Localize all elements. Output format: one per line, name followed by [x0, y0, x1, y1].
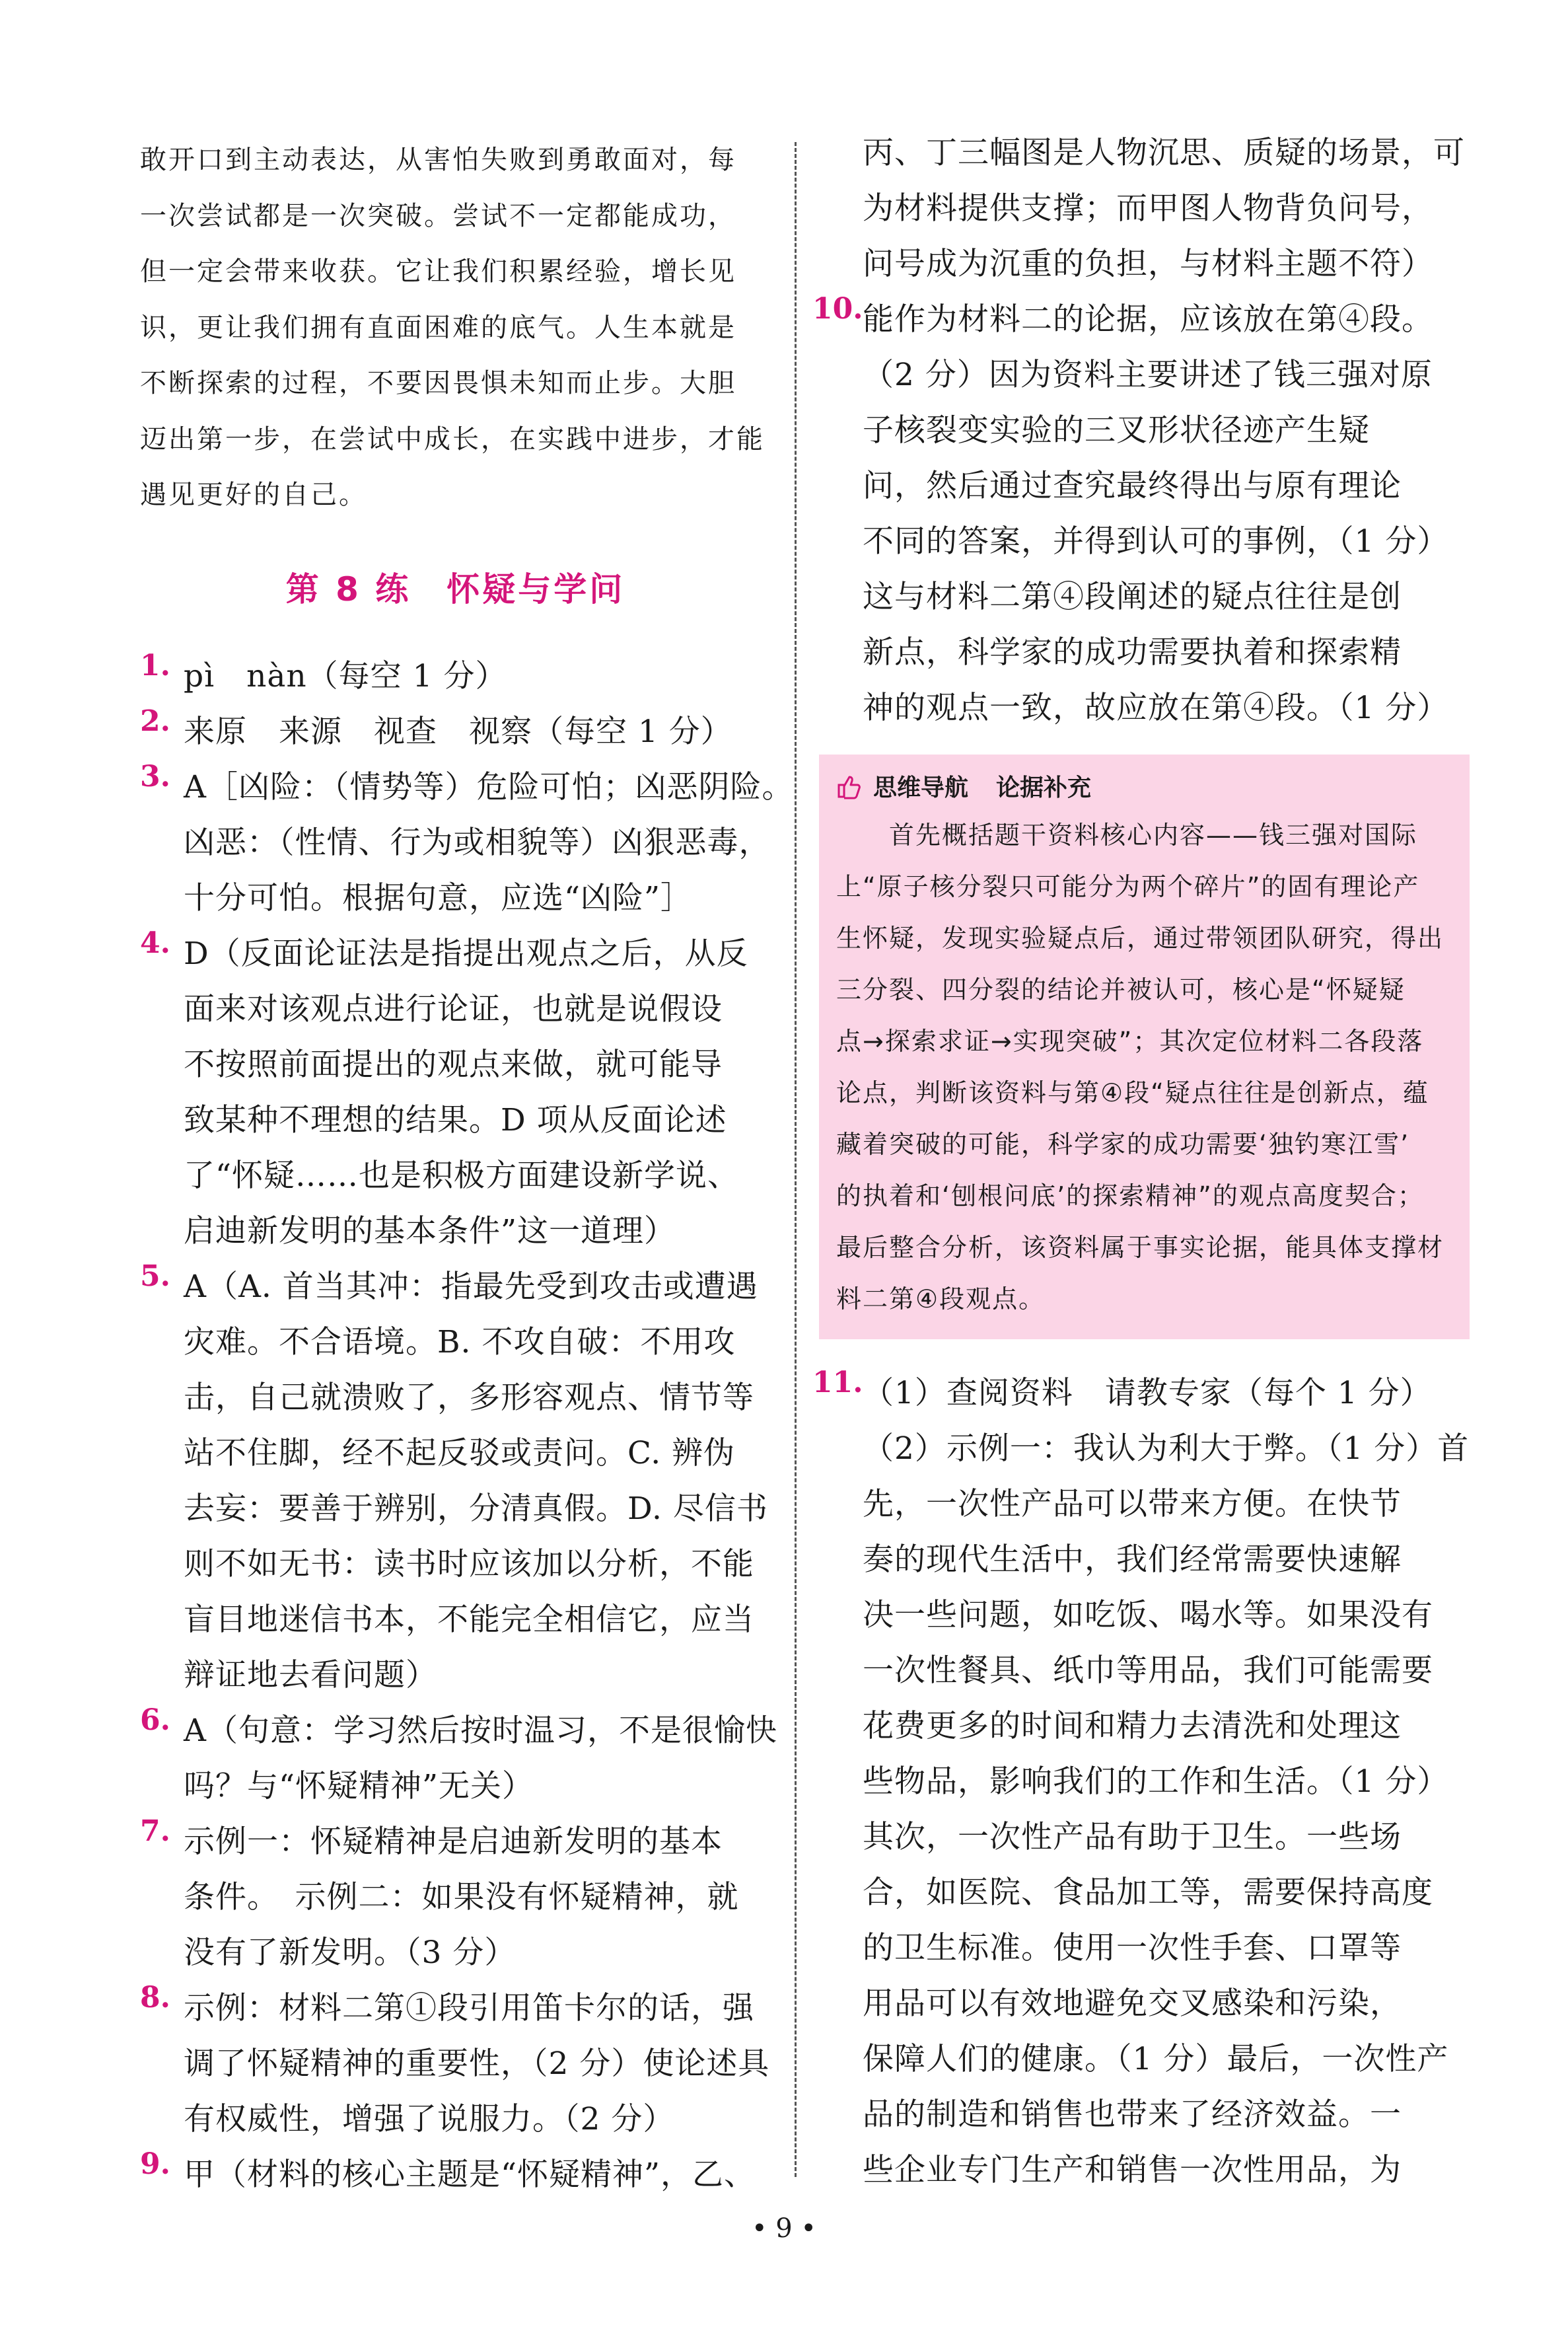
- text-line: 调了怀疑精神的重要性，（2 分）使论述具: [184, 2045, 770, 2082]
- text-line: 其次，一次性产品有助于卫生。一些场: [863, 1819, 1402, 1855]
- text-line: 盲目地迷信书本，不能完全相信它，应当: [184, 1601, 754, 1638]
- answer-item-9: [140, 2147, 771, 2203]
- text-line: 灾难。不合语境。B. 不攻自破：不用攻: [184, 1323, 736, 1360]
- text-line: 新点，科学家的成功需要执着和探索精: [863, 634, 1402, 671]
- right-column: [812, 126, 1470, 2198]
- text-line: 甲（材料的核心主题是“怀疑精神”，乙、: [184, 2156, 756, 2193]
- tip-topic: 论据补充: [996, 774, 1092, 801]
- text-line: 料二第④段观点。: [836, 1284, 1046, 1313]
- text-line: 问，然后通过查究最终得出与原有理论: [863, 468, 1402, 504]
- text-line: （2 分）因为资料主要讲述了钱三强对原: [863, 357, 1433, 393]
- text-line: 最后整合分析，该资料属于事实论据，能具体支撑材: [836, 1233, 1444, 1262]
- text-line: 去妄：要善于辨别，分清真假。D. 尽信书: [184, 1490, 768, 1527]
- text-line: 三分裂、四分裂的结论并被认可，核心是“怀疑疑: [836, 975, 1406, 1004]
- text-line: 的执着和‘刨根问底’的探索精神”的观点高度契合；: [836, 1181, 1424, 1210]
- text-line: 问号成为沉重的负担，与材料主题不符）: [863, 246, 1433, 282]
- answer-item-8: [140, 1981, 771, 2147]
- text-line: 遇见更好的自己。: [140, 480, 367, 510]
- text-line: 示例一：怀疑精神是启迪新发明的基本: [184, 1823, 723, 1860]
- item-number: 6.: [140, 1703, 170, 1737]
- item-number: 5.: [140, 1259, 170, 1293]
- answer-item-4: [140, 926, 771, 1259]
- text-line: 论点，判断该资料与第④段“疑点往往是创新点，蕴: [836, 1078, 1429, 1107]
- intro-paragraph: [140, 132, 771, 523]
- text-line: 用品可以有效地避免交叉感染和污染，: [863, 1985, 1402, 2022]
- text-line: 奏的现代生活中，我们经常需要快速解: [863, 1541, 1402, 1578]
- text-line: 十分可怕。根据句意，应选“凶险”］: [184, 879, 693, 916]
- text-line: 生怀疑，发现实验疑点后，通过带领团队研究，得出: [836, 924, 1444, 953]
- text-line: （1）查阅资料 请教专家（每个 1 分）: [863, 1375, 1432, 1411]
- text-line: 站不住脚，经不起反驳或责问。C. 辨伪: [184, 1434, 736, 1471]
- text-line: （2）示例一：我认为利大于弊。（1 分）首: [863, 1430, 1470, 1467]
- text-line: 致某种不理想的结果。D 项从反面论述: [184, 1101, 727, 1138]
- text-line: 决一些问题，如吃饭、喝水等。如果没有: [863, 1597, 1433, 1633]
- left-column: [140, 132, 794, 2203]
- text-line: 启迪新发明的基本条件”这一道理）: [184, 1212, 676, 1249]
- answer-item-11: [812, 1366, 1470, 2198]
- text-line: 识，更让我们拥有直面困难的底气。人生本就是: [140, 312, 736, 343]
- item-number: 7.: [140, 1814, 170, 1848]
- answer-item-2: [140, 704, 771, 760]
- text-line: 为材料提供支撑；而甲图人物背负问号，: [863, 190, 1433, 227]
- tip-header: [836, 769, 1452, 803]
- text-line: A［凶险：（情势等）危险可怕；凶恶阴险。: [184, 768, 794, 805]
- text-line: 这与材料二第④段阐述的疑点往往是创: [863, 579, 1402, 615]
- text-line: 但一定会带来收获。它让我们积累经验，增长见: [140, 256, 736, 287]
- text-line: 些企业专门生产和销售一次性用品，为: [863, 2152, 1402, 2188]
- text-line: 有权威性，增强了说服力。（2 分）: [184, 2100, 675, 2137]
- text-line: 点→探索求证→实现突破”；其次定位材料二各段落: [836, 1027, 1424, 1056]
- text-line: 则不如无书：读书时应该加以分析，不能: [184, 1545, 754, 1582]
- answer-item-6: [140, 1703, 777, 1814]
- item-number: 10.: [812, 292, 863, 326]
- text-line: A（A. 首当其冲：指最先受到攻击或遭遇: [184, 1268, 758, 1305]
- text-line: A（句意：学习然后按时温习，不是很愉快: [184, 1712, 777, 1749]
- text-line: 一次性餐具、纸巾等用品，我们可能需要: [863, 1652, 1433, 1689]
- text-line: 能作为材料二的论据，应该放在第④段。: [863, 301, 1433, 338]
- text-line: 上“原子核分裂只可能分为两个碎片”的固有理论产: [836, 872, 1420, 901]
- item-number: 8.: [140, 1980, 170, 2014]
- item-number: 4.: [140, 926, 170, 960]
- page-number: • 9 •: [751, 2213, 817, 2244]
- answer-item-5: [140, 1259, 771, 1703]
- text-line: 保障人们的健康。（1 分）最后，一次性产: [863, 2041, 1449, 2077]
- text-line: 不按照前面提出的观点来做，就可能导: [184, 1046, 723, 1083]
- text-line: 示例：材料二第①段引用笛卡尔的话，强: [184, 1989, 754, 2026]
- item-number: 2.: [140, 704, 170, 738]
- text-line: 藏着突破的可能，科学家的成功需要‘独钓寒江雪’: [836, 1130, 1410, 1159]
- column-divider: [795, 142, 797, 2177]
- tip-label: 思维导航: [873, 774, 969, 801]
- item-number: 3.: [140, 759, 170, 793]
- answer-item-9-continued: [819, 126, 1470, 292]
- item-number: 1.: [140, 648, 170, 683]
- text-line: 不断探索的过程，不要因畏惧未知而止步。大胆: [140, 368, 736, 398]
- text-line: 吗？与“怀疑精神”无关）: [184, 1767, 534, 1804]
- text-line: 一次尝试都是一次突破。尝试不一定都能成功，: [140, 200, 736, 231]
- text-line: 丙、丁三幅图是人物沉思、质疑的场景，可: [863, 135, 1465, 171]
- text-line: 合，如医院、食品加工等，需要保持高度: [863, 1874, 1433, 1911]
- text-line: 条件。 示例二：如果没有怀疑精神，就: [184, 1878, 739, 1915]
- text-line: 品的制造和销售也带来了经济效益。一: [863, 2096, 1402, 2133]
- text-line: 凶恶：（性情、行为或相貌等）凶狠恶毒，: [184, 824, 771, 861]
- text-line: pì nàn（每空 1 分）: [184, 657, 507, 694]
- thinking-guide-box: [819, 755, 1470, 1339]
- text-line: 没有了新发明。（3 分）: [184, 1934, 517, 1971]
- item-number: 9.: [140, 2147, 170, 2181]
- text-line: 神的观点一致，故应放在第④段。（1 分）: [863, 690, 1449, 726]
- text-line: 些物品，影响我们的工作和生活。（1 分）: [863, 1763, 1449, 1800]
- text-line: D（反面论证法是指提出观点之后，从反: [184, 935, 748, 972]
- text-line: 来原 来源 视查 视察（每空 1 分）: [184, 713, 732, 750]
- thumbs-up-hand-icon: [836, 773, 863, 799]
- section-title: 第 8 练 怀疑与学问: [285, 570, 625, 609]
- text-line: 迈出第一步，在尝试中成长，在实践中进步，才能: [140, 424, 765, 455]
- answer-item-3: [140, 759, 794, 926]
- text-line: 了“怀疑……也是积极方面建设新学说、: [184, 1157, 740, 1194]
- text-line: 子核裂变实验的三叉形状径迹产生疑: [863, 412, 1370, 449]
- text-line: 辩证地去看问题）: [184, 1656, 437, 1693]
- answer-item-7: [140, 1814, 771, 1981]
- text-line: 不同的答案，并得到认可的事例，（1 分）: [863, 523, 1449, 560]
- answer-item-1: [140, 649, 771, 704]
- text-line: 的卫生标准。使用一次性手套、口罩等: [863, 1930, 1402, 1966]
- answer-item-10: [812, 292, 1470, 736]
- text-line: 花费更多的时间和精力去清洗和处理这: [863, 1708, 1402, 1744]
- text-line: 首先概括题干资料核心内容——钱三强对国际: [836, 821, 1418, 850]
- text-line: 先，一次性产品可以带来方便。在快节: [863, 1486, 1402, 1522]
- item-number: 11.: [812, 1366, 863, 1399]
- text-line: 敢开口到主动表达，从害怕失败到勇敢面对，每: [140, 145, 736, 175]
- text-line: 击，自己就溃败了，多形容观点、情节等: [184, 1379, 754, 1416]
- text-line: 面来对该观点进行论证，也就是说假设: [184, 990, 723, 1027]
- tip-body: [836, 809, 1452, 1325]
